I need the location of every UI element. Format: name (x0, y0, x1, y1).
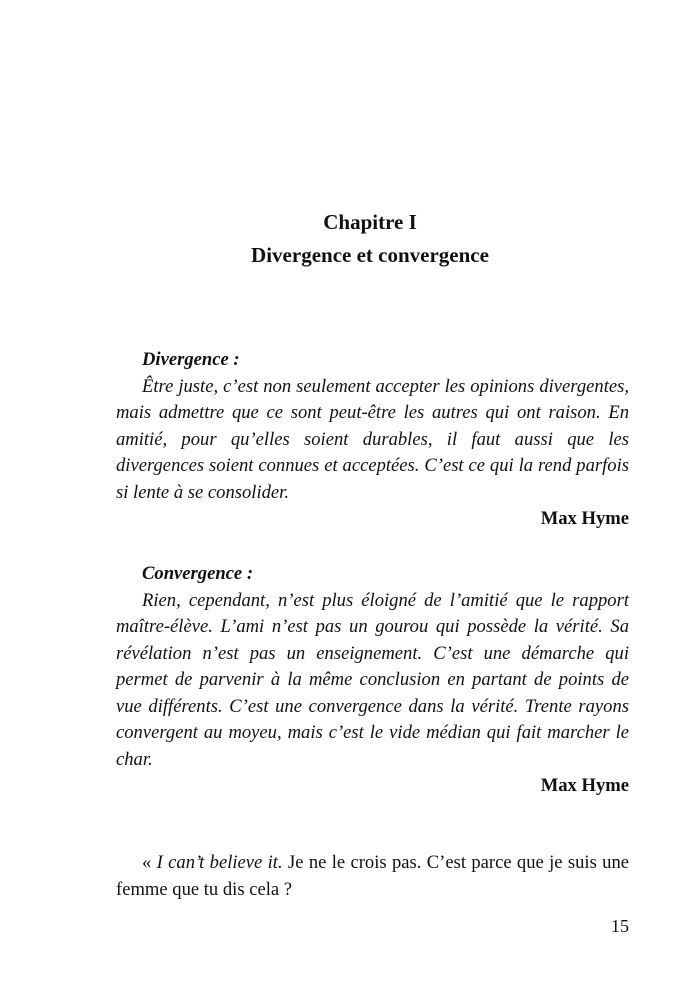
section-heading: Convergence : (142, 563, 254, 584)
open-quote: « (142, 852, 157, 873)
section-author: Max Hyme (540, 775, 629, 796)
section-heading: Divergence : (142, 349, 240, 370)
closing-paragraph (116, 850, 629, 903)
section-convergence (116, 561, 629, 800)
section-author: Max Hyme (540, 508, 629, 529)
chapter-title: Divergence et convergence (251, 243, 489, 267)
section-divergence (116, 347, 629, 533)
section-text: Rien, cependant, n’est plus éloigné de l’amitié que le rapport maître-élève. L’ami n’est pas un gourou qui possède la vérité. Sa révélation n’est pas un enseignement. C’est une démarche qui permet de parvenir à la même conclusion en partant de points de vue différents. C’est une convergence dans la vérité. Trente rayons convergent au moyeu, mais c’est le vide médian qui fait marcher le char. (116, 589, 629, 770)
closing-text (116, 850, 629, 903)
closing-rest: Je ne le crois pas. C’est parce que je suis une femme que tu dis cela ? (116, 852, 629, 900)
section-text: Être juste, c’est non seulement accepter les opinions divergentes, mais admettre que ce sont peut-être les autres qui ont raison. En amitié, pour qu’elles soient durables, il faut aussi que les divergences soient connues et acceptées. C’est ce qui la rend parfois si lente à se consolider. (116, 375, 629, 503)
chapter-number: Chapitre I (323, 210, 417, 234)
english-quote: I can’t believe it. (156, 852, 283, 873)
page-number: 15 (611, 916, 629, 936)
